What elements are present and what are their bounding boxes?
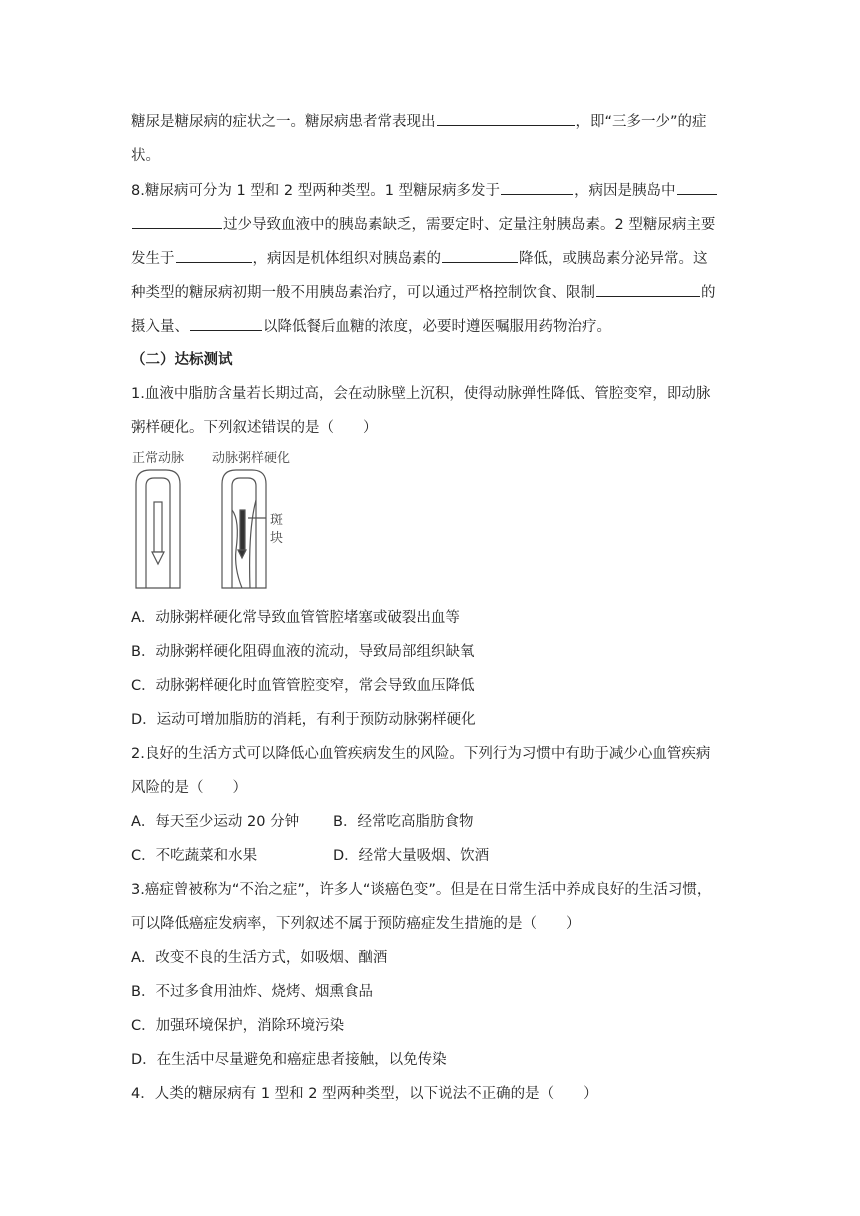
- q8-text: 种类型的糖尿病初期一般不用胰岛素治疗，可以通过严格控制饮食、限制: [131, 285, 595, 301]
- option-a[interactable]: A．动脉粥样硬化常导致血管管腔堵塞或破裂出血等: [131, 610, 460, 626]
- question-3-stem: 可以降低癌症发病率，下列叙述不属于预防癌症发生措施的是（ ）: [131, 916, 581, 932]
- label-atherosclerosis: 动脉粥样硬化: [212, 451, 291, 466]
- label-normal-artery: 正常动脉: [132, 451, 185, 466]
- answer-blank[interactable]: [437, 111, 575, 126]
- answer-blank[interactable]: [596, 282, 700, 297]
- answer-blank[interactable]: [190, 316, 262, 331]
- intro-text: 糖尿是糖尿病的症状之一。糖尿病患者常表现出: [131, 114, 436, 130]
- q8-text: 8.糖尿病可分为 1 型和 2 型两种类型。1 型糖尿病多发于: [131, 183, 501, 199]
- label-plaque: 斑: [270, 513, 284, 528]
- artery-figure: [130, 450, 320, 592]
- q8-line-1: [131, 180, 718, 201]
- question-3-stem: 3.癌症曾被称为“不治之症”，许多人“谈癌色变”。但是在日常生活中养成良好的生活习惯，: [131, 882, 712, 898]
- question-2-stem: 风险的是（ ）: [131, 780, 247, 796]
- question-1-stem: 粥样硬化。下列叙述错误的是（ ）: [131, 420, 378, 436]
- q8-text: ，病因是胰岛中: [574, 183, 676, 199]
- q8-text: 降低，或胰岛素分泌异常。这: [519, 251, 708, 267]
- q8-text: 以降低餐后血糖的浓度，必要时遵医嘱服用药物治疗。: [263, 319, 611, 335]
- option-b[interactable]: B．不过多食用油炸、烧烤、烟熏食品: [131, 984, 373, 1000]
- option-c[interactable]: C．加强环境保护，消除环境污染: [131, 1018, 345, 1034]
- answer-blank[interactable]: [176, 248, 252, 263]
- answer-blank[interactable]: [677, 180, 717, 195]
- question-2-stem: 2.良好的生活方式可以降低心血管疾病发生的风险。下列行为习惯中有助于减少心血管疾病: [131, 746, 711, 762]
- option-c[interactable]: C．动脉粥样硬化时血管管腔变窄，常会导致血压降低: [131, 678, 475, 694]
- q8-line-3: [131, 248, 708, 269]
- q8-line-2: [131, 214, 715, 235]
- question-1-stem: 1.血液中脂肪含量若长期过高，会在动脉壁上沉积，使得动脉弹性降低、管腔变窄，即动脉: [131, 386, 711, 402]
- answer-blank[interactable]: [132, 214, 222, 229]
- q8-text: 过少导致血液中的胰岛素缺乏，需要定时、定量注射胰岛素。2 型糖尿病主要: [223, 217, 716, 233]
- label-plaque: 块: [270, 531, 284, 546]
- question-4-stem: 4．人类的糖尿病有 1 型和 2 型两种类型，以下说法不正确的是（ ）: [131, 1086, 598, 1102]
- intro-line-2: [131, 146, 160, 166]
- option-d[interactable]: D．经常大量吸烟、饮酒: [333, 848, 490, 864]
- answer-blank[interactable]: [501, 180, 573, 195]
- q8-text: 的: [701, 285, 716, 301]
- intro-text: ，即“三多一少”的症: [575, 114, 707, 130]
- option-b[interactable]: B．动脉粥样硬化阻碍血液的流动，导致局部组织缺氧: [131, 644, 475, 660]
- option-b[interactable]: B．经常吃高脂肪食物: [333, 814, 474, 830]
- intro-text: 状。: [131, 148, 160, 164]
- option-d[interactable]: D．在生活中尽量避免和癌症患者接触，以免传染: [131, 1052, 447, 1068]
- q8-line-4: [131, 282, 716, 303]
- q8-text: 摄入量、: [131, 319, 189, 335]
- option-c[interactable]: C．不吃蔬菜和水果: [131, 848, 258, 864]
- q8-text: 发生于: [131, 251, 175, 267]
- section-heading: （二）达标测试: [131, 352, 233, 368]
- q8-line-5: [131, 316, 611, 337]
- option-a[interactable]: A．改变不良的生活方式，如吸烟、酗酒: [131, 950, 388, 966]
- normal-artery-icon: [136, 470, 180, 588]
- option-a[interactable]: A．每天至少运动 20 分钟: [131, 814, 300, 830]
- intro-line-1: [131, 111, 707, 132]
- answer-blank[interactable]: [442, 248, 518, 263]
- q8-text: ，病因是机体组织对胰岛素的: [252, 251, 441, 267]
- option-d[interactable]: D．运动可增加脂肪的消耗，有利于预防动脉粥样硬化: [131, 712, 476, 728]
- atherosclerotic-artery-icon: [222, 470, 266, 588]
